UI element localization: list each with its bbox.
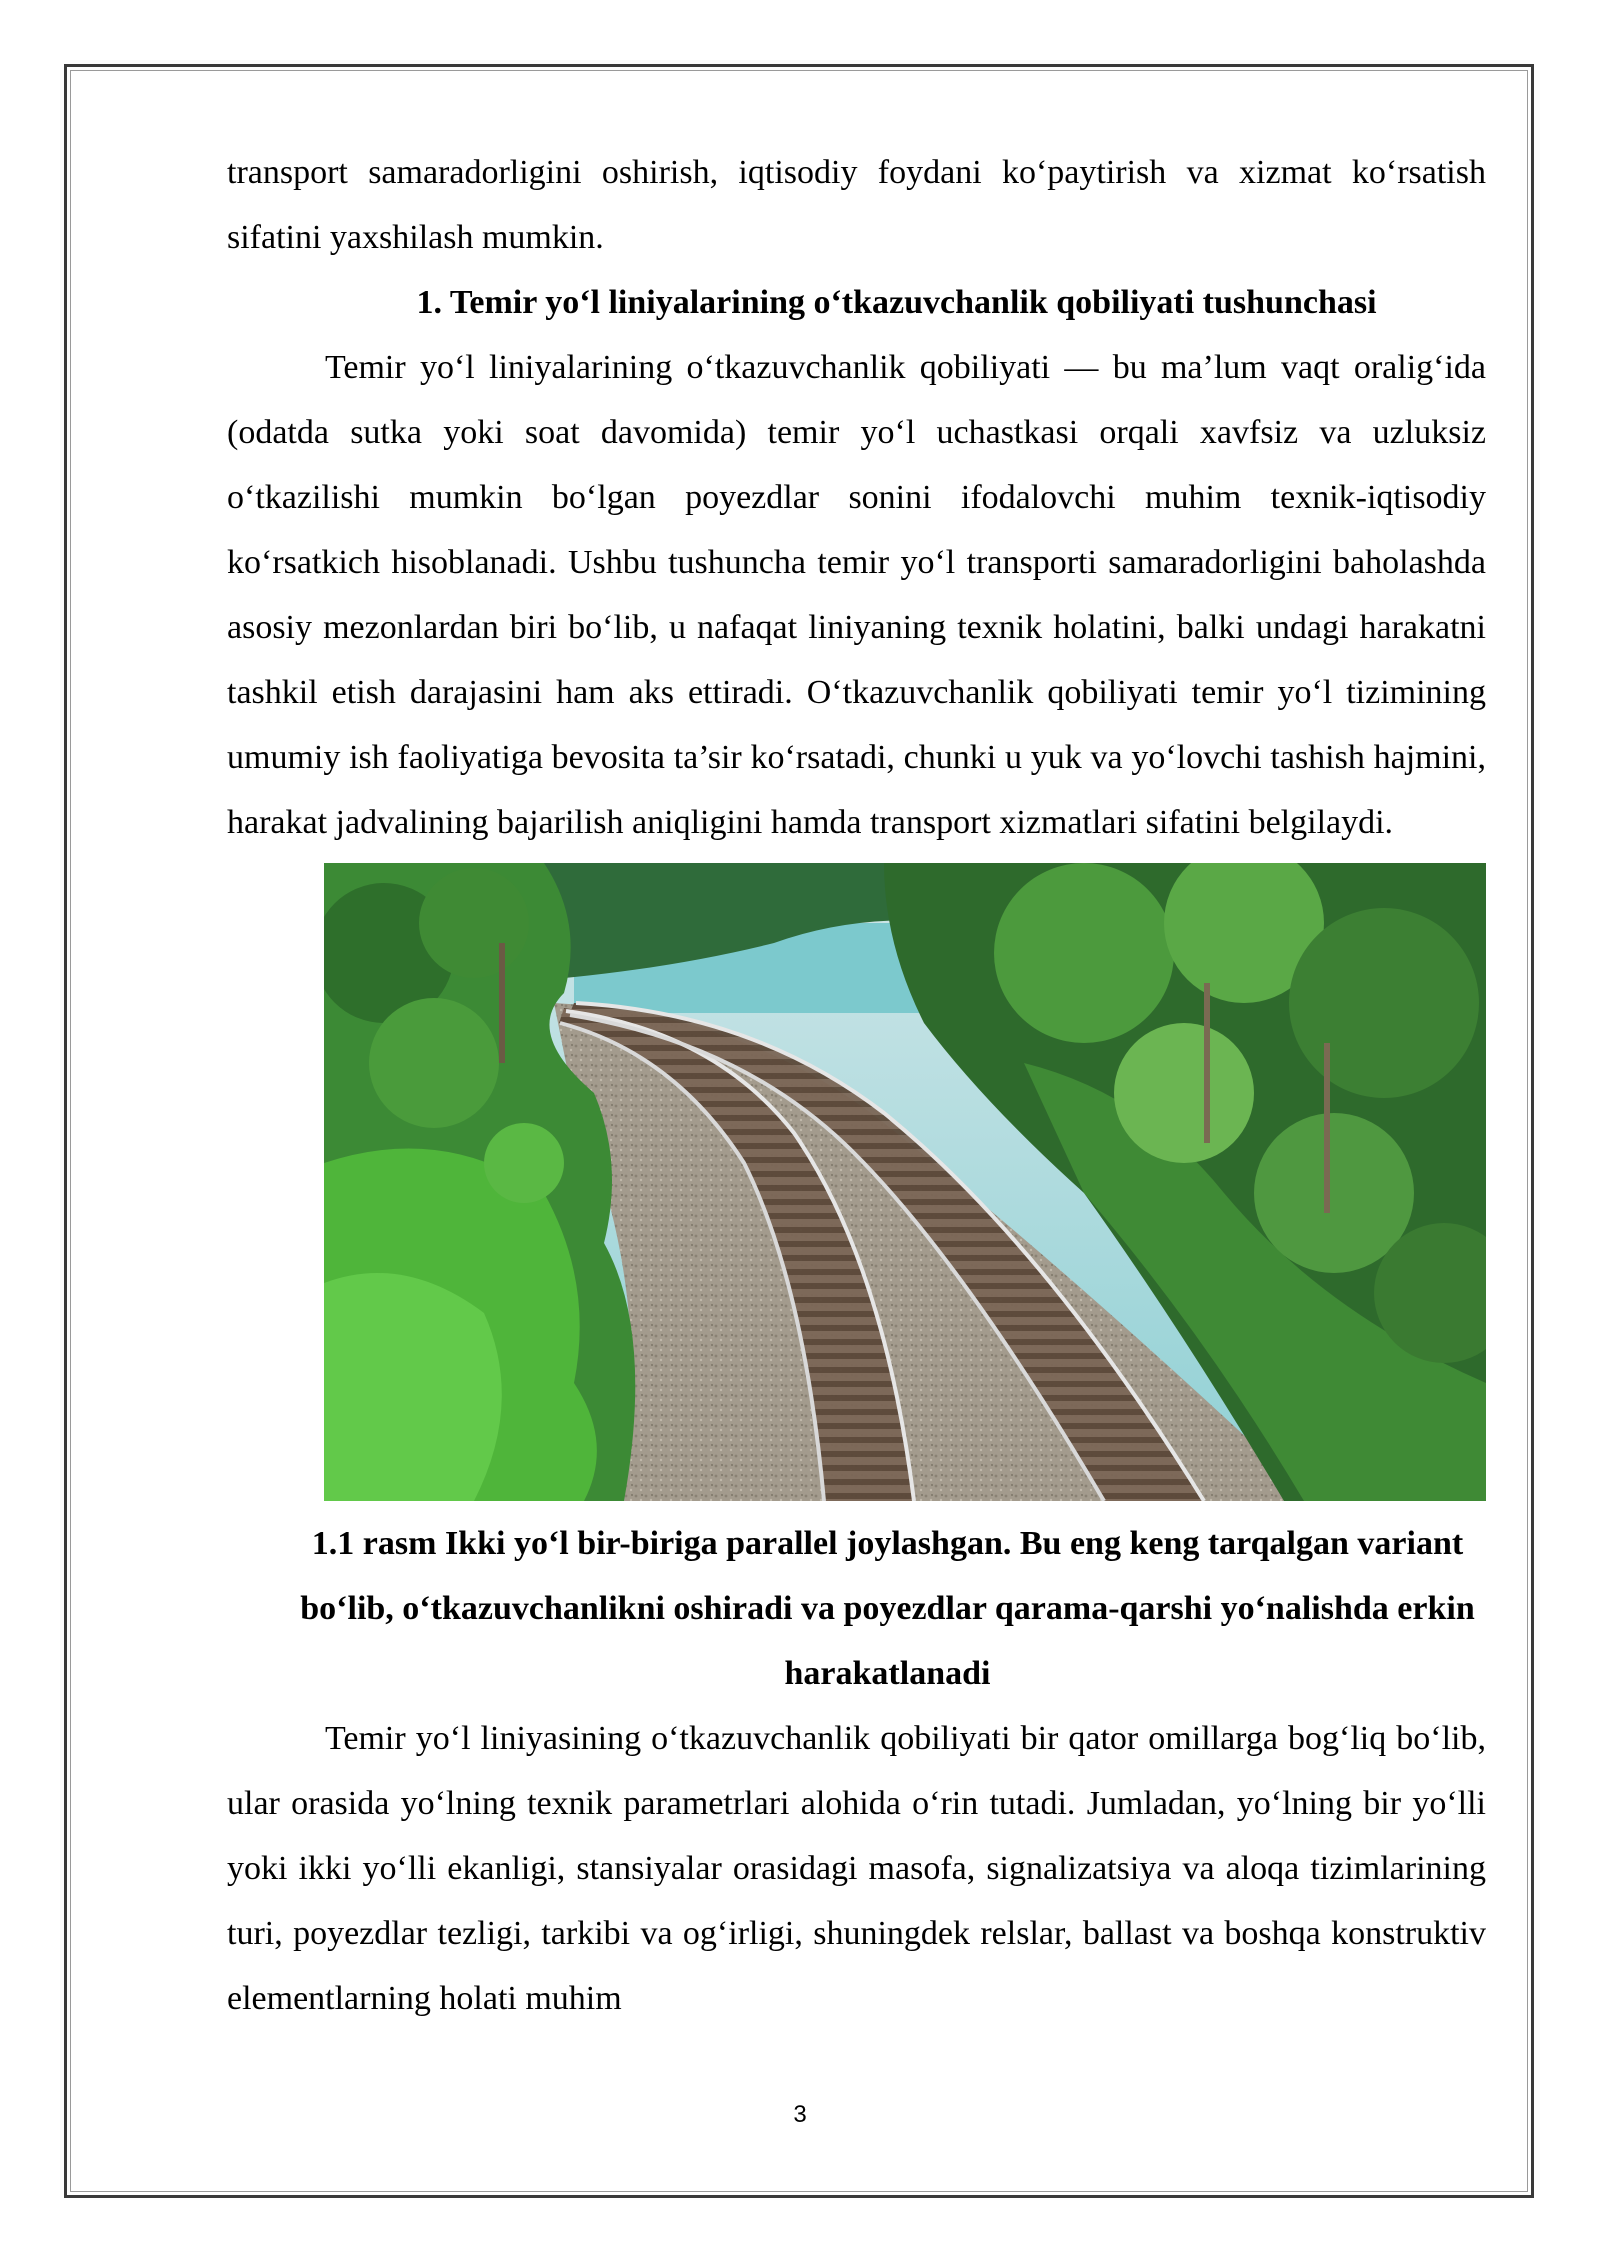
body-paragraph-1: Temir yo‘l liniyalarining o‘tkazuvchanlik qobiliyati — bu ma’lum vaqt oralig‘ida (odatda sutka yoki soat davomida) temir yo‘l uchastkasi orqali xavfsiz va uzluksiz o‘tkazilishi mumkin bo‘lgan poyezdlar sonini ifodalovchi muhim texnik-iqtisodiy ko‘rsatkich hisoblanadi. Ushbu tushuncha temir yo‘l transporti samaradorligini baholashda asosiy mezonlardan biri bo‘lib, u nafaqat liniyaning texnik holatini, balki undagi harakatni tashkil etish darajasini ham aks ettiradi. O‘tkazuvchanlik qobiliyati temir yo‘l tizimining umumiy ish faoliyatiga bevosita ta’sir ko‘rsatadi, chunki u yuk va yo‘lovchi tashish hajmini, harakat jadvalining bajarilish aniqligini hamda transport xizmatlari sifatini belgilaydi. <box>227 349 1486 841</box>
page-content <box>227 140 1486 2031</box>
page-number: 3 <box>793 2101 807 2128</box>
figure-caption: 1.1 rasm Ikki yo‘l bir-biriga parallel joylashgan. Bu eng keng tarqalgan variant bo‘lib, o‘tkazuvchanlikni oshiradi va poyezdlar qarama-qarshi yo‘nalishda erkin harakatlanadi <box>300 1525 1475 1692</box>
body-paragraph-2: Temir yo‘l liniyasining o‘tkazuvchanlik qobiliyati bir qator omillarga bog‘liq bo‘lib, ular orasida yo‘lning texnik parametrlari alohida o‘rin tutadi. Jumladan, yo‘lning bir yo‘lli yoki ikki yo‘lli ekanligi, stansiyalar orasidagi masofa, signalizatsiya va aloqa tizimlarining turi, poyezdlar tezligi, tarkibi va og‘irligi, shuningdek relslar, ballast va boshqa konstruktiv elementlarning holati muhim <box>227 1720 1486 2017</box>
section-heading: 1. Temir yo‘l liniyalarining o‘tkazuvchanlik qobiliyati tushunchasi <box>416 284 1377 321</box>
railway-photo <box>324 863 1486 1501</box>
intro-paragraph: transport samaradorligini oshirish, iqtisodiy foydani ko‘paytirish va xizmat ko‘rsatish sifatini yaxshilash mumkin. <box>227 154 1486 256</box>
railway-photo-illustration <box>324 863 1486 1501</box>
